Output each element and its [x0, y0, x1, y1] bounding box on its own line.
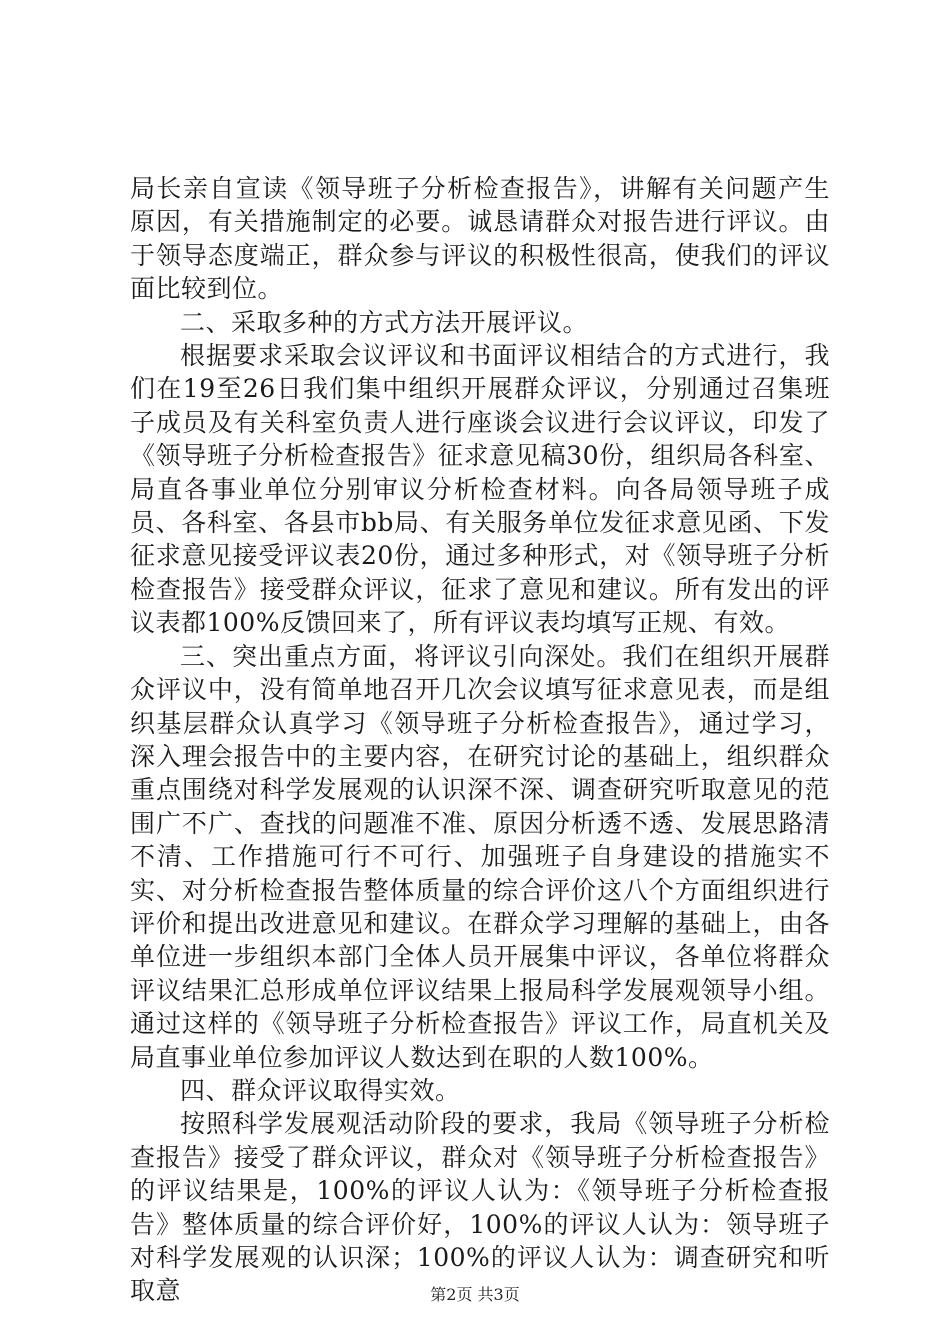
paragraph-1: 局长亲自宣读《领导班子分析检查报告》，讲解有关问题产生原因，有关措施制定的必要。诚恳请群众对报告进行评议。由于领导态度端正，群众参与评议的积极性很高，使我们的评议面比较到位。 — [130, 174, 830, 304]
section-heading-2: 二、采取多种的方式方法开展评议。 — [180, 307, 589, 337]
paragraph-6: 按照科学发展观活动阶段的要求，我局《领导班子分析检查报告》接受了群众评议，群众对《领导班子分析检查报告》的评议结果是，100%的评议人认为：《领导班子分析检查报告》整体质量的综合评价好，100%的评议人认为：领导班子对科学发展观的认识深；100%的评议人认为：调查研究和听取意 — [130, 1109, 830, 1306]
paragraph-4: 三、突出重点方面，将评议引向深处。我们在组织开展群众评议中，没有简单地召开几次会议填写征求意见表，而是组织基层群众认真学习《领导班子分析检查报告》，通过学习，深入理会报告中的主要内容，在研究讨论的基础上，组织群众重点围绕对科学发展观的认识深不深、调查研究听取意见的范围广不广、查找的问题准不准、原因分析透不透、发展思路清不清、工作措施可行不可行、加强班子自身建设的措施实不实、对分析检查报告整体质量的综合评价这八个方面组织进行评价和提出改进意见和建议。在群众学习理解的基础上，由各单位进一步组织本部门全体人员开展集中评议，各单位将群众评议结果汇总形成单位评议结果上报局科学发展观领导小组。通过这样的《领导班子分析检查报告》评议工作，局直机关及局直事业单位参加评议人数达到在职的人数100%。 — [130, 641, 830, 1072]
document-body — [130, 172, 830, 1308]
page-number-footer: 第2页 共3页 — [430, 1285, 520, 1304]
section-heading-5: 四、群众评议取得实效。 — [180, 1075, 461, 1105]
paragraph-3: 根据要求采取会议评议和书面评议相结合的方式进行，我们在19至26日我们集中组织开展群众评议，分别通过召集班子成员及有关科室负责人进行座谈会议进行会议评议，印发了《领导班子分析检查报告》征求意见稿30份，组织局各科室、局直各事业单位分别审议分析检查材料。向各局领导班子成员、各科室、各县市bb局、有关服务单位发征求意见函、下发征求意见接受评议表20份，通过多种形式，对《领导班子分析检查报告》接受群众评议，征求了意见和建议。所有发出的评议表都100%反馈回来了，所有评议表均填写正规、有效。 — [130, 341, 830, 638]
